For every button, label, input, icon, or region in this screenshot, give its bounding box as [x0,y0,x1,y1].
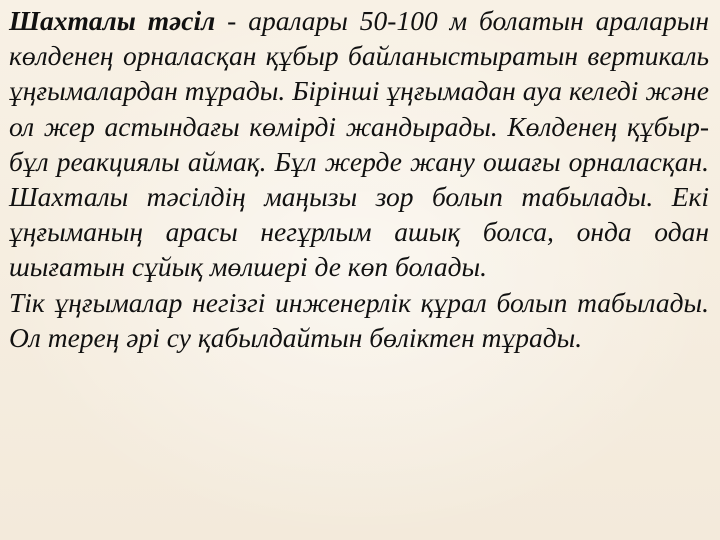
paragraph-2-body: Тік ұңғымалар негізгі инженерлік құрал болып табылады. Ол терең әрі су қабылдайтын бөліктен тұрады. [9,286,709,353]
paragraph-1-body: - аралары 50-100 м болатын араларын көлденең орналасқан құбыр байланыстыратын вертикаль ұңғымалардан тұрады. Бірінші ұңғымадан ауа келеді және ол жер астындағы көмірді жандырады. Көлденең құбыр- бұл реакциялы аймақ. Бұл жерде жану ошағы орналасқан. Шахталы тәсілдің маңызы зор болып табылады. Екі ұңғыманың арасы негұрлым ашық болса, онда одан шығатын сұйық мөлшері де көп болады. [9,5,709,283]
paragraph-2 [9,285,709,355]
paragraph-1 [9,3,709,285]
document-text [9,3,709,355]
bold-term: Шахталы тәсіл [9,5,216,36]
